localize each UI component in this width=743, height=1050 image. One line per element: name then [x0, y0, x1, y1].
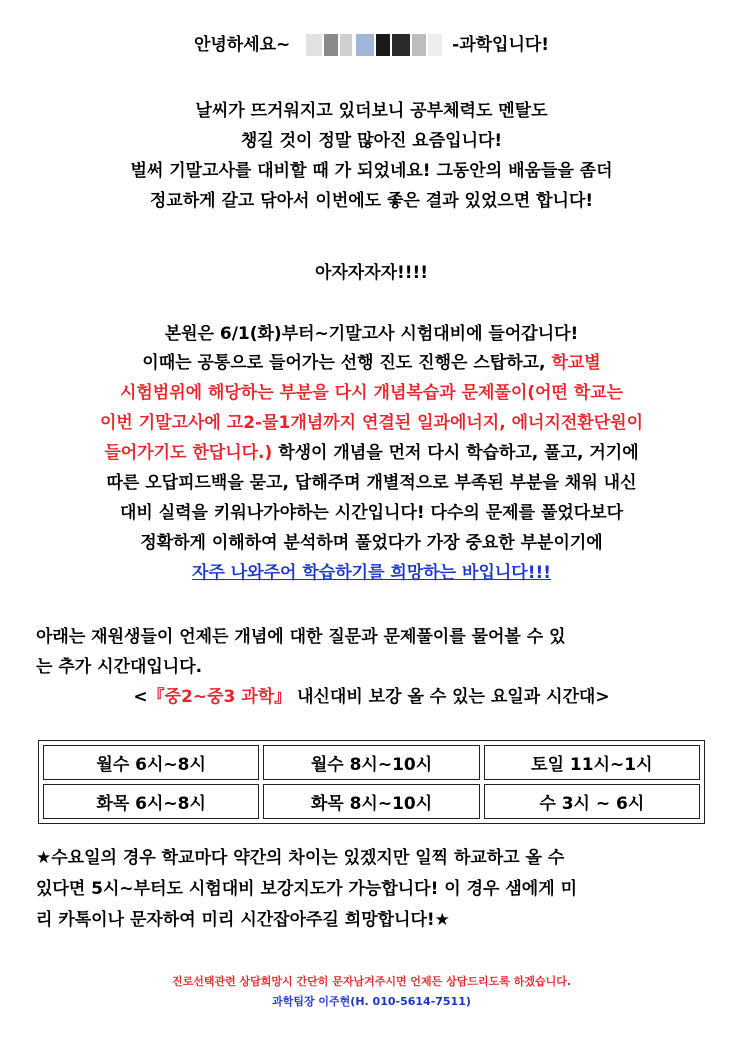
body-line-5-text: 학생이 개념을 먼저 다시 학습하고, 풀고, 거기에 [272, 443, 639, 463]
greeting-suffix: -과학입니다! [452, 35, 550, 55]
schedule-caption [0, 686, 743, 708]
body-line-4: 이번 기말고사에 고2-물1개념까지 연결된 일과에너지, 에너지전환단원이 [99, 413, 643, 433]
body-line-7: 대비 실력을 키워나가야하는 시간입니다! 다수의 문제를 풀었다보다 [119, 503, 624, 523]
table-row [43, 745, 700, 780]
caption-highlight: 『중2~중3 과학』 [147, 687, 292, 707]
body-line-5-highlight: 들어가기도 한답니다.) [104, 443, 273, 463]
intro-line-4: 정교하게 갈고 닦아서 이번에도 좋은 결과 있었으면 합니다! [149, 191, 594, 211]
intro-line-1: 날씨가 뜨거워지고 있더보니 공부체력도 멘탈도 [195, 101, 548, 121]
body-line-5 [0, 442, 743, 464]
schedule-cell: 화목 8시~10시 [263, 784, 479, 819]
extra-line-2: 는 추가 시간대입니다. [36, 657, 203, 677]
greeting-line [0, 34, 743, 56]
footer-contact: 과학팀장 이주현(H. 010-5614-7511) [272, 995, 471, 1008]
footer-consult: 진로선택관련 상담희망시 간단히 문자남겨주시면 언제든 상담드리도록 하겠습니다. [171, 975, 572, 988]
caption-rest: 내신대비 보강 올 수 있는 요일과 시간대> [291, 687, 610, 707]
schedule-cell: 토일 11시~1시 [484, 745, 700, 780]
greeting-prefix: 안녕하세요~ [193, 35, 291, 55]
caption-open: < [133, 687, 148, 707]
body-line-2-highlight: 학교별 [551, 353, 601, 373]
schedule-cell: 월수 8시~10시 [263, 745, 479, 780]
extra-line-1: 아래는 재원생들이 언제든 개념에 대한 질문과 문제풀이를 물어볼 수 있 [36, 627, 566, 647]
schedule-cell: 수 3시 ~ 6시 [484, 784, 700, 819]
schedule-cell: 화목 6시~8시 [43, 784, 259, 819]
note-line-3: 리 카톡이나 문자하여 미리 시간잡아주길 희망합니다!★ [36, 910, 450, 930]
table-row [43, 784, 700, 819]
blurred-name-image [296, 34, 446, 56]
body-line-6: 따른 오답피드백을 묻고, 답해주며 개별적으로 부족된 부분을 채워 내신 [106, 473, 637, 493]
body-line-1: 본원은 6/1(화)부터~기말고사 시험대비에 들어갑니다! [164, 324, 579, 344]
note-line-1: ★수요일의 경우 학교마다 약간의 차이는 있겠지만 일찍 하교하고 올 수 [36, 848, 565, 868]
body-line-3: 시험범위에 해당하는 부분을 다시 개념복습과 문제풀이(어떤 학교는 [119, 383, 624, 403]
body-line-8: 정확하게 이해하여 분석하며 풀었다가 가장 중요한 부분이기에 [140, 533, 603, 553]
schedule-table [38, 740, 705, 824]
intro-line-3: 벌써 기말고사를 대비할 때 가 되었네요! 그동안의 배움들을 좀더 [130, 161, 613, 181]
schedule-cell: 월수 6시~8시 [43, 745, 259, 780]
intro-line-2: 챙길 것이 정말 많아진 요즘입니다! [240, 131, 503, 151]
body-line-9-highlight: 자주 나와주어 학습하기를 희망하는 바입니다!!! [192, 563, 551, 583]
note-line-2: 있다면 5시~부터도 시험대비 보강지도가 가능합니다! 이 경우 샘에게 미 [36, 879, 577, 899]
cheer-line: 아자자자자!!!! [314, 263, 429, 283]
body-line-2 [0, 352, 743, 374]
body-line-2-text: 이때는 공통으로 들어가는 선행 진도 진행은 스탑하고, [142, 353, 552, 373]
body-line-9 [0, 562, 743, 584]
